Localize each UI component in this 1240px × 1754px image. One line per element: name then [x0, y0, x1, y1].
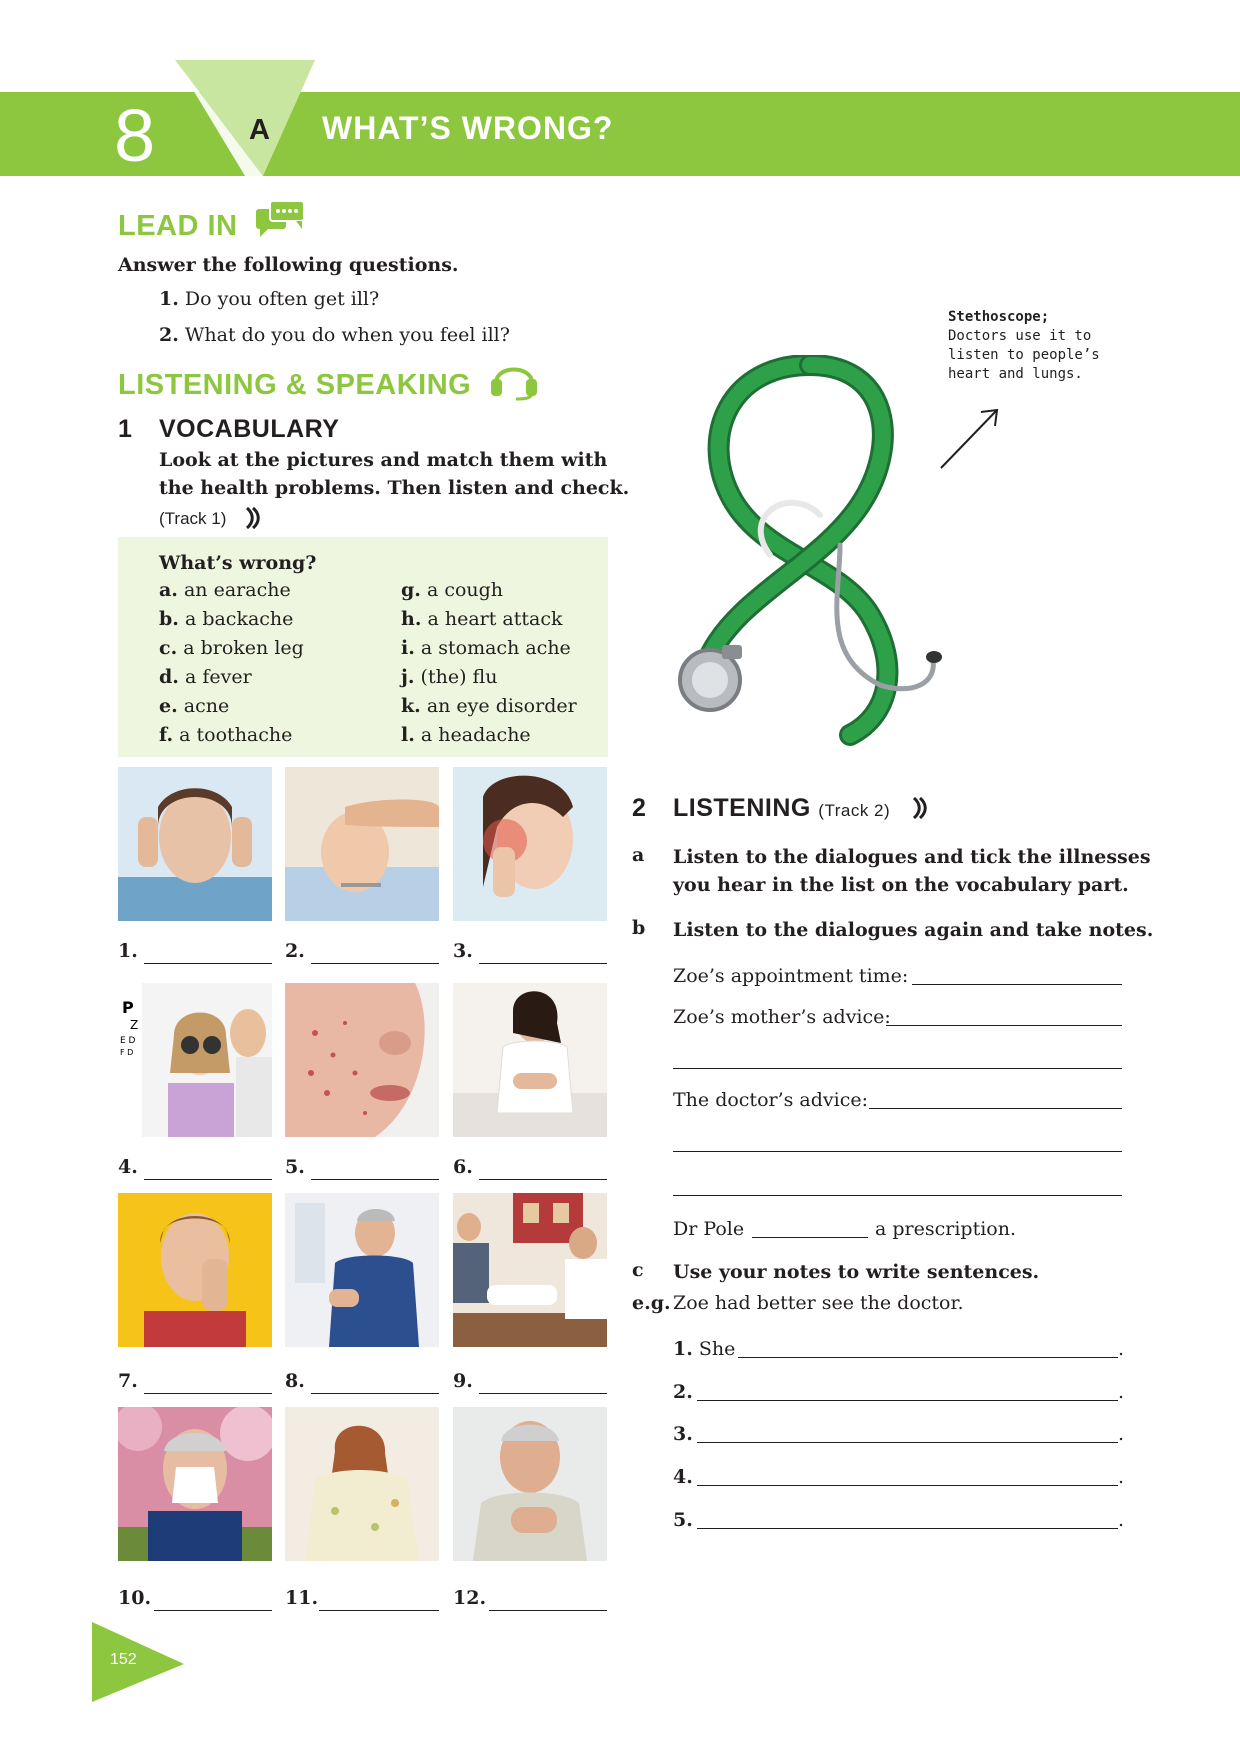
audio-icon[interactable]	[244, 505, 260, 531]
vocab-item-j: j. (the) flu	[401, 666, 498, 688]
sentence-5-blank[interactable]	[697, 1528, 1118, 1529]
task-b-text: Listen to the dialogues again and take notes.	[673, 919, 1154, 941]
headphones-icon	[488, 355, 540, 401]
sentence-2-period: .	[1118, 1381, 1125, 1403]
unit-number: 8	[114, 94, 156, 177]
vocab-item-l: l. a headache	[401, 724, 531, 746]
mother-advice-blank[interactable]	[886, 1025, 1122, 1026]
photo-earache	[453, 767, 607, 921]
note-doctor-label: The doctor’s advice:	[673, 1089, 869, 1111]
stethoscope-image	[670, 355, 950, 755]
audio-icon[interactable]	[911, 795, 927, 821]
dr-pole-sentence-end: a prescription.	[875, 1218, 1016, 1240]
answer-blank-8[interactable]: 8.	[285, 1370, 439, 1396]
exercise-2-title: LISTENING (Track 2)	[673, 794, 891, 822]
doctor-advice-blank[interactable]	[869, 1108, 1122, 1109]
answer-blank-6[interactable]: 6.	[453, 1156, 607, 1182]
vocab-item-c: c. a broken leg	[159, 637, 304, 659]
task-c-text: Use your notes to write sentences.	[673, 1261, 1040, 1283]
svg-text:E D: E D	[120, 1036, 136, 1046]
exercise-2-number: 2	[632, 794, 646, 822]
answer-blank-7[interactable]: 7.	[118, 1370, 272, 1396]
photo-backache	[285, 1193, 439, 1347]
task-c-label: c	[632, 1259, 644, 1281]
vocab-item-g: g. a cough	[401, 579, 504, 601]
svg-text:P: P	[122, 998, 134, 1017]
sentence-5-period: .	[1118, 1509, 1125, 1531]
lesson-letter: A	[249, 114, 270, 146]
photo-heart-attack	[453, 1407, 607, 1561]
answer-blank-5[interactable]: 5.	[285, 1156, 439, 1182]
answer-blank-10[interactable]: 10.	[118, 1587, 272, 1613]
track-1-label: (Track 1)	[159, 509, 227, 528]
sentence-4-period: .	[1118, 1466, 1125, 1488]
caption-arrow	[935, 402, 1005, 472]
sentence-3-label: 3.	[673, 1423, 693, 1445]
mother-advice-blank-2[interactable]	[673, 1068, 1122, 1069]
vocab-item-d: d. a fever	[159, 666, 252, 688]
sentence-5-label: 5.	[673, 1509, 693, 1531]
answer-blank-3[interactable]: 3.	[453, 940, 607, 966]
lead-in-question-1: 1. Do you often get ill?	[159, 288, 380, 310]
note-appointment-label: Zoe’s appointment time:	[673, 965, 909, 987]
sentence-3-blank[interactable]	[697, 1442, 1118, 1443]
sentence-2-blank[interactable]	[697, 1400, 1118, 1401]
appointment-time-blank[interactable]	[912, 984, 1122, 985]
photo-eye-disorder	[118, 983, 272, 1137]
lesson-triangle	[175, 60, 315, 176]
lead-in-question-2: 2. What do you do when you feel ill?	[159, 324, 510, 346]
vocabulary-instruction-line-2: the health problems. Then listen and check.	[159, 477, 630, 499]
vocabulary-instruction-line-1: Look at the pictures and match them with	[159, 449, 608, 471]
dr-pole-blank[interactable]	[752, 1237, 868, 1238]
task-a-label: a	[632, 844, 645, 866]
page-number-triangle	[92, 1622, 184, 1702]
exercise-1-number: 1	[118, 415, 132, 443]
unit-title: WHAT’S WRONG?	[322, 110, 614, 146]
photo-acne	[285, 983, 439, 1137]
vocab-item-i: i. a stomach ache	[401, 637, 571, 659]
photo-broken-leg	[453, 1193, 607, 1347]
sentence-3-period: .	[1118, 1423, 1125, 1445]
stethoscope-caption: Stethoscope; Doctors use it to listen to people’s heart and lungs.	[948, 309, 1100, 382]
doctor-advice-blank-2[interactable]	[673, 1151, 1122, 1152]
svg-text:F D: F D	[120, 1048, 134, 1057]
sentence-2-label: 2.	[673, 1381, 693, 1403]
lead-in-heading: LEAD IN	[118, 210, 238, 242]
lead-in-instruction: Answer the following questions.	[118, 254, 459, 276]
sentence-1-period: .	[1118, 1338, 1125, 1360]
vocab-item-k: k. an eye disorder	[401, 695, 577, 717]
answer-blank-12[interactable]: 12.	[453, 1587, 607, 1613]
track-2-label: (Track 2)	[818, 801, 891, 820]
vocab-item-h: h. a heart attack	[401, 608, 563, 630]
photo-stomach-ache	[453, 983, 607, 1137]
vocab-item-e: e. acne	[159, 695, 230, 717]
answer-blank-9[interactable]: 9.	[453, 1370, 607, 1396]
answer-blank-4[interactable]: 4.	[118, 1156, 272, 1182]
photo-headache	[118, 767, 272, 921]
task-a-line-1: Listen to the dialogues and tick the illnesses	[673, 846, 1151, 868]
svg-text:Z: Z	[130, 1018, 139, 1032]
answer-blank-11[interactable]: 11.	[285, 1587, 439, 1613]
listening-speaking-heading: LISTENING & SPEAKING	[118, 369, 472, 401]
task-b-label: b	[632, 917, 646, 939]
task-a-line-2: you hear in the list on the vocabulary part.	[673, 874, 1129, 896]
note-mother-label: Zoe’s mother’s advice:	[673, 1006, 891, 1028]
chat-bubbles-icon	[256, 199, 306, 239]
exercise-1-title: VOCABULARY	[159, 415, 340, 443]
sentence-4-blank[interactable]	[697, 1485, 1118, 1486]
photo-toothache	[118, 1193, 272, 1347]
sentence-4-label: 4.	[673, 1466, 693, 1488]
vocab-item-f: f. a toothache	[159, 724, 293, 746]
sentence-1-label: 1. She	[673, 1338, 736, 1360]
photo-cough	[285, 1407, 439, 1561]
vocabulary-box-title: What’s wrong?	[159, 552, 317, 574]
page-number: 152	[110, 1651, 137, 1668]
example-label: e.g.	[632, 1292, 671, 1314]
answer-blank-1[interactable]: 1.	[118, 940, 272, 966]
vocab-item-b: b. a backache	[159, 608, 294, 630]
example-sentence: Zoe had better see the doctor.	[673, 1292, 964, 1314]
answer-blank-2[interactable]: 2.	[285, 940, 439, 966]
doctor-advice-blank-3[interactable]	[673, 1195, 1122, 1196]
dr-pole-sentence-start: Dr Pole	[673, 1218, 745, 1240]
photo-flu	[118, 1407, 272, 1561]
photo-fever	[285, 767, 439, 921]
sentence-1-blank[interactable]	[738, 1357, 1118, 1358]
vocab-item-a: a. an earache	[159, 579, 291, 601]
